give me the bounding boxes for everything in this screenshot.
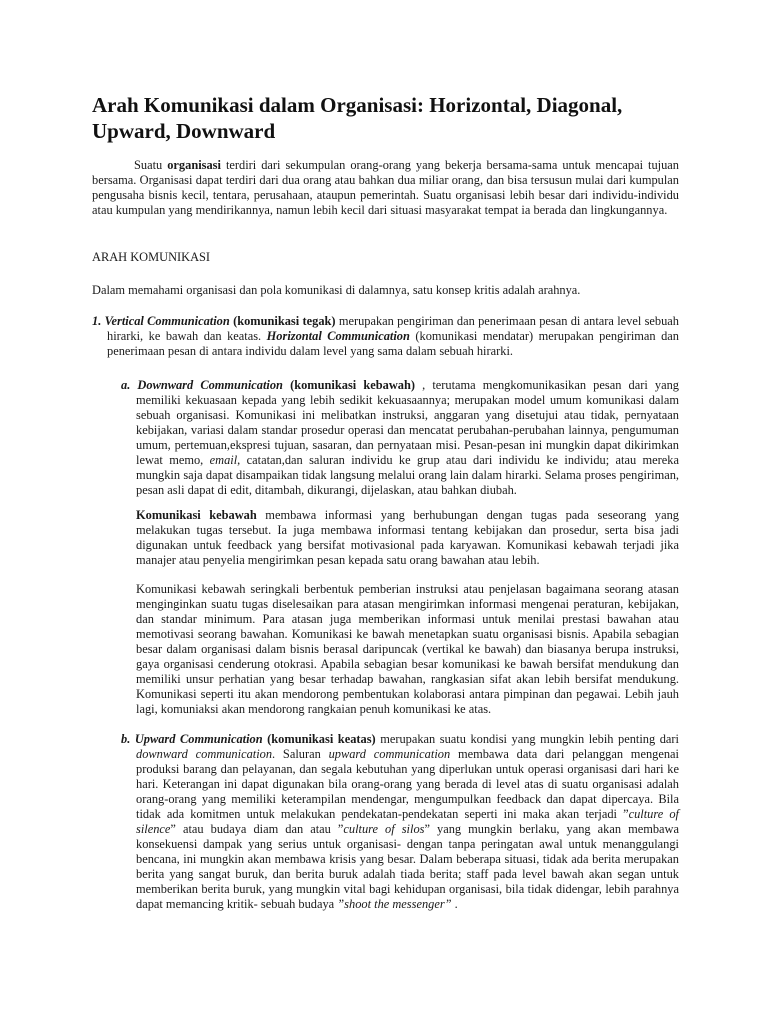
list-item-downward-communication — [121, 378, 679, 498]
itemb-text1: merupakan suatu kondisi yang mungkin lebih penting dari — [375, 732, 679, 746]
itema-text2: , catatan,dan saluran individu ke grup atau dari individu ke individu; atau mereka mungkin saja dapat disampaikan tidak langsung melalui orang lain dalam hirarki. Selama proses pengiriman, pesan asli dapat di edit, ditambah, dikurangi, dijelaskan, atau bahkan diubah. — [136, 453, 679, 497]
itema-number: a. — [121, 378, 138, 392]
sub1-bold: Komunikasi kebawah — [136, 508, 257, 522]
itemb-bold: (komunikasi keatas) — [262, 732, 376, 746]
itema-bold: (komunikasi kebawah) — [282, 378, 415, 392]
itemb-italic3: culture of silence — [136, 807, 679, 836]
intro-bold-term: organisasi — [167, 158, 221, 172]
item1-term1: Vertical Communication — [104, 314, 230, 328]
itema-term: Downward Communication — [137, 378, 283, 392]
itema-email: email — [209, 453, 238, 467]
section-heading: ARAH KOMUNIKASI — [92, 250, 211, 264]
item1-text1: merupakan pengiriman dan penerimaan pesan di antara level sebuah hirarki, ke bawah dan keatas. — [107, 314, 680, 343]
downward-detail-paragraph-2: Komunikasi kebawah seringkali berbentuk pemberian instruksi atau penjelasan bagaimana seorang atasan menginginkan suatu tugas diselesaikan para atasan mengirimkan informasi mengenai peraturan, kebijakan, dan standar minimum. Para atasan juga memberikan informasi untuk menilai prestasi bawahan atau memotivasi seorang bawahan. Komunikasi ke bawah menetapkan suatu organisasi bisnis. Apabila sebagian besar dalam organisasi dalam bisnis berasal daripuncak (vertikal ke bawah) dan biasanya berupa instruksi, gaya organisasi cenderung otokrasi. Apabila sebagian besar komunikasi ke bawah bersifat mendukung dan memiliki unsur perhatian yang besar terhadap bawahan, rangkasian sifat akan lebih bersifat mendukung. Komunikasi seperti itu akan mendorong pembentukan kolaborasi antara pimpinan dan pegawai. Lebih jauh lagi, komuniaksi akan mendorong rangkaian penuh komunikasi ke atas. — [136, 582, 679, 716]
itemb-number: b. — [121, 732, 135, 746]
item1-number: 1. — [92, 314, 105, 328]
document-title: Arah Komunikasi dalam Organisasi: Horizontal, Diagonal, Upward, Downward — [92, 93, 623, 143]
list-item-vertical-communication — [92, 314, 680, 359]
itema-text1: , terutama mengkomunikasikan pesan dari yang memiliki kekuasaan kepada yang lebih sedikit kekuasaannya; merupakan model umum komunikasi dalam sebuah organisasi. Komunikasi ini melibatkan instruksi, anggaran yang disetujui atau tidak, pernyataan kebijakan, variasi dalam standar prosedur operasi dan mencatat perubahan-perubahan lainnya, pengumuman umum, pertemuan,ekspresi tujuan, sasaran, dan pernyataan misi. Pesan-pesan ini mungkin dapat dikirimkan lewat memo, — [136, 378, 679, 467]
itemb-italic2: upward communication — [328, 747, 451, 761]
intro-rest: terdiri dari sekumpulan orang-orang yang bekerja bersama-sama untuk mencapai tujuan bersama. Organisasi dapat terdiri dari dua orang atau bahkan dua miliar orang, dan bisa tersusun mulai dari kumpulan pengusaha bisnis kecil, tentara, perusahaan, ataupun pemerintah. Suatu organisasi lebih besar dari individu-individu atau kumpulan yang mendirikannya, namun lebih kecil dari situasi masyarakat tempat ia berada dan lingkungannya. — [92, 158, 680, 217]
item1-text2: (komunikasi mendatar) merupakan pengiriman dan penerimaan pesan di antara individu dalam level yang sama dalam sebuah hirarki. — [107, 329, 680, 358]
item1-bold1: (komunikasi tegak) — [229, 314, 336, 328]
itemb-text3: membawa data dari pelanggan mengenai produksi barang dan pelayanan, dan segala kebutuhan yang diperlukan untuk operasi organisasi dari hari ke hari. Keterangan ini dapat digunakan bila orang-orang yang berada di level atas di suatu organisasi adalah orang-orang yang memiliki keterampilan mendengar, mengumpulkan feedback dan dapat dipercaya. Bila tidak ada komitmen untuk melakukan pendekatan-pendekatan seperti ini maka akan terjadi ” — [136, 747, 679, 821]
item1-term2: Horizontal Communication — [266, 329, 410, 343]
sub1-text: membawa informasi yang berhubungan dengan tugas pada seseorang yang melakukan tugas tersebut. Ia juga membawa informasi tentang kebijakan dan prosedur, serta bisa jadi digunakan untuk feedback yang bersifat motivasional pada karyawan. Komunikasi kebawah terjadi jika manajer atau penyelia mengirimkan pesan kepada satu orang bawahan atau lebih. — [136, 508, 679, 567]
itemb-italic1: downward communication — [136, 747, 273, 761]
intro-lead: Suatu — [134, 158, 168, 172]
itemb-text6: . — [451, 897, 458, 911]
itemb-text2: . Saluran — [272, 747, 329, 761]
section-intro: Dalam memahami organisasi dan pola komunikasi di dalamnya, satu konsep kritis adalah arahnya. — [92, 283, 581, 297]
itemb-text5: ” yang mungkin berlaku, yang akan membawa konsekuensi dampak yang serius untuk organisasi- dengan tanpa peringatan awal untuk menanggulangi bencana, ini mungkin akan membawa krisis yang besar. Dalam beberapa situasi, tidak ada berita merupakan berita yang sangat buruk, dan berita buruk adalah tiada berita; staff pada level bawah akan segan untuk memberikan berita buruk, yang mungkin vital bagi kehidupan organisasi, bila tidak didengar, lebih parahnya dapat memancing kritik- sebuah budaya — [136, 822, 679, 911]
list-item-upward-communication — [121, 732, 679, 912]
intro-paragraph — [92, 158, 679, 218]
itemb-italic5: ”shoot the messenger” — [337, 897, 452, 911]
itemb-term: Upward Communication — [134, 732, 263, 746]
itemb-italic4: culture of silos — [343, 822, 425, 836]
downward-detail-paragraph-1 — [136, 508, 679, 568]
itemb-text4: ” atau budaya diam dan atau ” — [170, 822, 344, 836]
